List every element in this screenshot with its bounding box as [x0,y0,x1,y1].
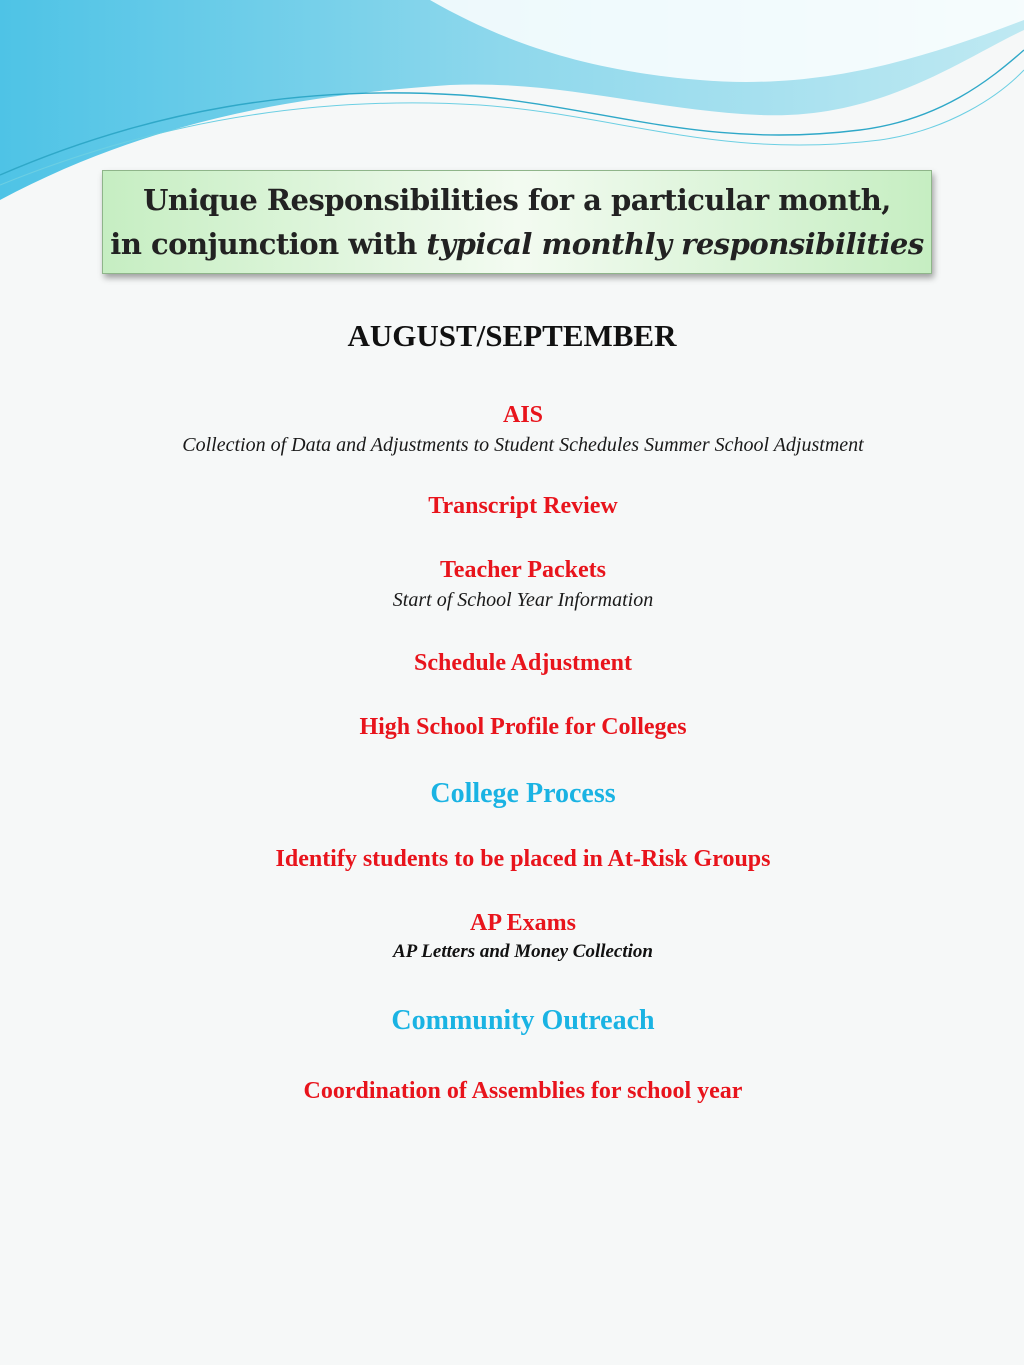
slide-title-box [102,170,932,274]
ap-exams-detail: AP Letters and Money Collection [392,941,653,962]
schedule-adjustment-heading: Schedule Adjustment [413,650,633,676]
assemblies-heading: Coordination of Assemblies for school year [303,1078,743,1104]
title-line-2-prefix: in conjunction with [110,227,417,261]
college-process-heading: College Process [430,778,616,809]
ais-heading: AIS [502,402,544,428]
ap-exams-heading: AP Exams [469,910,576,936]
teacher-packets-detail: Start of School Year Information [392,589,654,611]
title-line-2 [103,222,931,266]
at-risk-groups-heading: Identify students to be placed in At-Risk Groups [275,846,771,872]
month-heading: AUGUST/SEPTEMBER [347,318,677,353]
high-school-profile-heading: High School Profile for Colleges [359,714,687,740]
transcript-review-heading: Transcript Review [428,493,618,519]
ais-detail: Collection of Data and Adjustments to Student Schedules Summer School Adjustment [182,434,864,456]
title-line-1: Unique Responsibilities for a particular month, [143,183,891,217]
teacher-packets-heading: Teacher Packets [440,557,606,583]
community-outreach-heading: Community Outreach [391,1005,655,1036]
title-line-2-italic: typical monthly responsibilities [426,227,924,261]
